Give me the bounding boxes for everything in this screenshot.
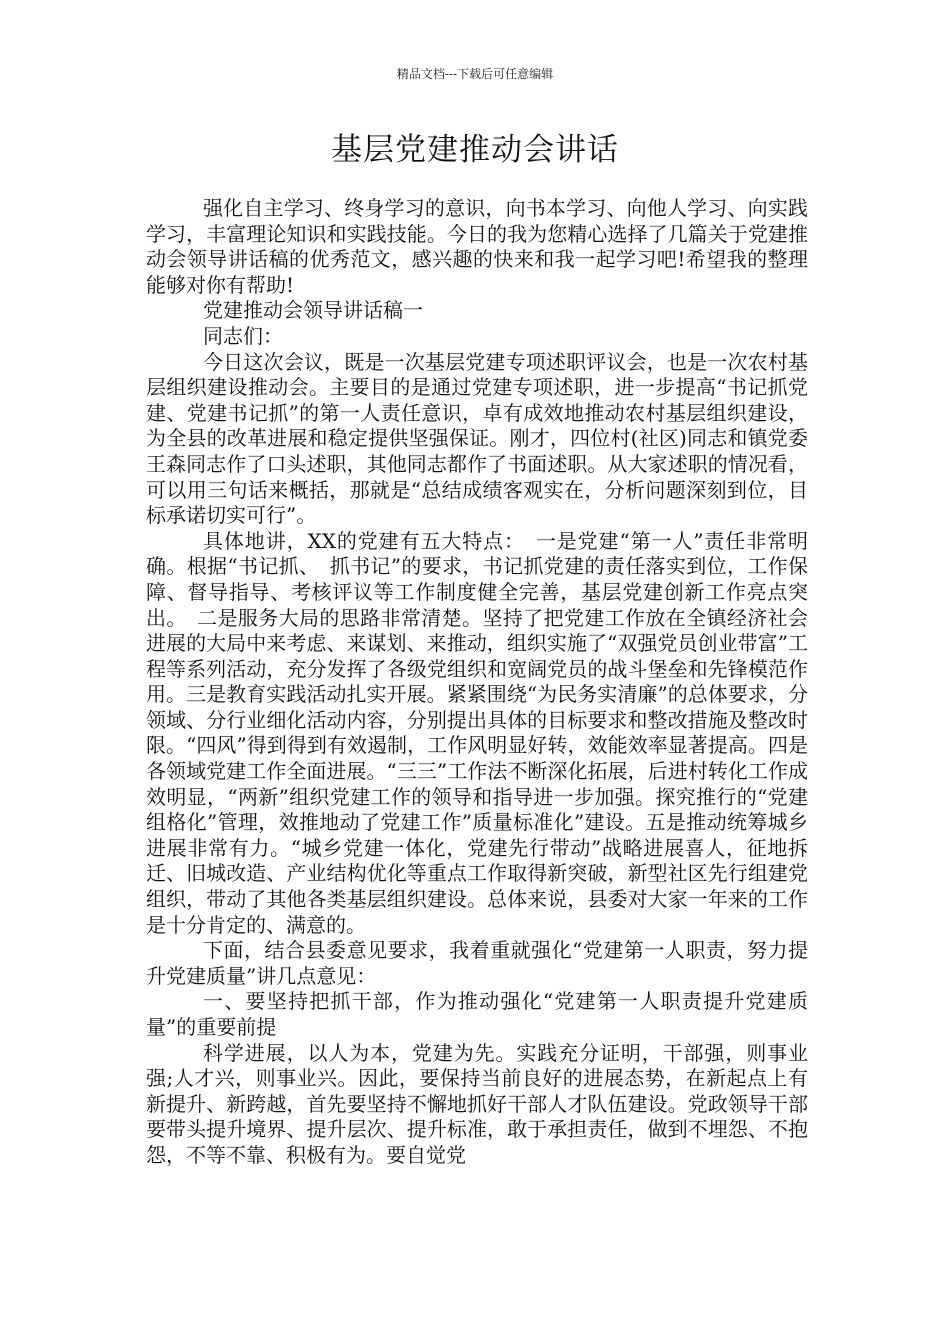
page-header: 精品文档---下载后可任意编辑: [396, 67, 554, 81]
paragraph: 党建推动会领导讲话稿一: [203, 298, 423, 323]
document-body: [146, 196, 808, 1169]
paragraph: 一、要坚持把抓干部，作为推动强化“党建第一人职责提升党建质量”的重要前提: [146, 989, 808, 1039]
paragraph: 同志们：: [203, 323, 283, 348]
paragraph: 具体地讲，XX的党建有五大特点： 一是党建“第一人”责任非常明确。根据“书记抓、 抓书记”的要求，书记抓党建的责任落实到位，工作保障、督导指导、考核评议等工作制度健全完善，基层党建创新工作亮点突出。 二是服务大局的思路非常清楚。坚持了把党建工作放在全镇经济社会进展的大局中来考虑、来谋划、来推动，组织实施了“双强党员创业带富”工程等系列活动，充分发挥了各级党组织和宽阔党员的战斗堡垒和先锋模范作用。三是教育实践活动扎实开展。紧紧围绕“为民务实清廉”的总体要求，分领域、分行业细化活动内容，分别提出具体的目标要求和整改措施及整改时限。“四风”得到得到有效遏制，工作风明显好转，效能效率显著提高。四是各领域党建工作全面进展。“三三”工作法不断深化拓展，后进村转化工作成效明显，“两新”组织党建工作的领导和指导进一步加强。探究推行的“党建组格化”管理，效推地动了党建工作”质量标准化”建设。五是推动统筹城乡进展非常有力。“城乡党建一体化，党建先行带动”战略进展喜人，征地拆迁、旧城改造、产业结构优化等重点工作取得新突破，新型社区先行组建党组织，带动了其他各类基层组织建设。总体来说，县委对大家一年来的工作是十分肯定的、满意的。: [146, 528, 808, 937]
paragraph: 今日这次会议，既是一次基层党建专项述职评议会，也是一次农村基层组织建设推动会。主要目的是通过党建专项述职，进一步提高“书记抓党建、党建书记抓”的第一人责任意识，卓有成效地推动农村基层组织建设，为全县的改革进展和稳定提供坚强保证。刚才，四位村(社区)同志和镇党委王森同志作了口头述职，其他同志都作了书面述职。从大家述职的情况看，可以用三句话来概括，那就是“总结成绩客观实在，分析问题深刻到位，目标承诺切实可行”。: [146, 349, 808, 528]
paragraph: 强化自主学习、终身学习的意识，向书本学习、向他人学习、向实践学习，丰富理论知识和实践技能。今日的我为您精心选择了几篇关于党建推动会领导讲话稿的优秀范文，感兴趣的快来和我一起学习吧!希望我的整理能够对你有帮助!: [146, 196, 808, 297]
paragraph: 科学进展，以人为本，党建为先。实践充分证明，干部强，则事业强;人才兴，则事业兴。因此，要保持当前良好的进展态势，在新起点上有新提升、新跨越，首先要坚持不懈地抓好干部人才队伍建设。党政领导干部要带头提升境界、提升层次、提升标准，敢于承担责任，做到不埋怨、不抱怨，不等不靠、积极有为。要自觉党: [146, 1040, 808, 1167]
paragraph: 下面，结合县委意见要求，我着重就强化“党建第一人职责，努力提升党建质量”讲几点意见：: [146, 938, 808, 988]
document-title: 基层党建推动会讲话: [331, 132, 619, 168]
